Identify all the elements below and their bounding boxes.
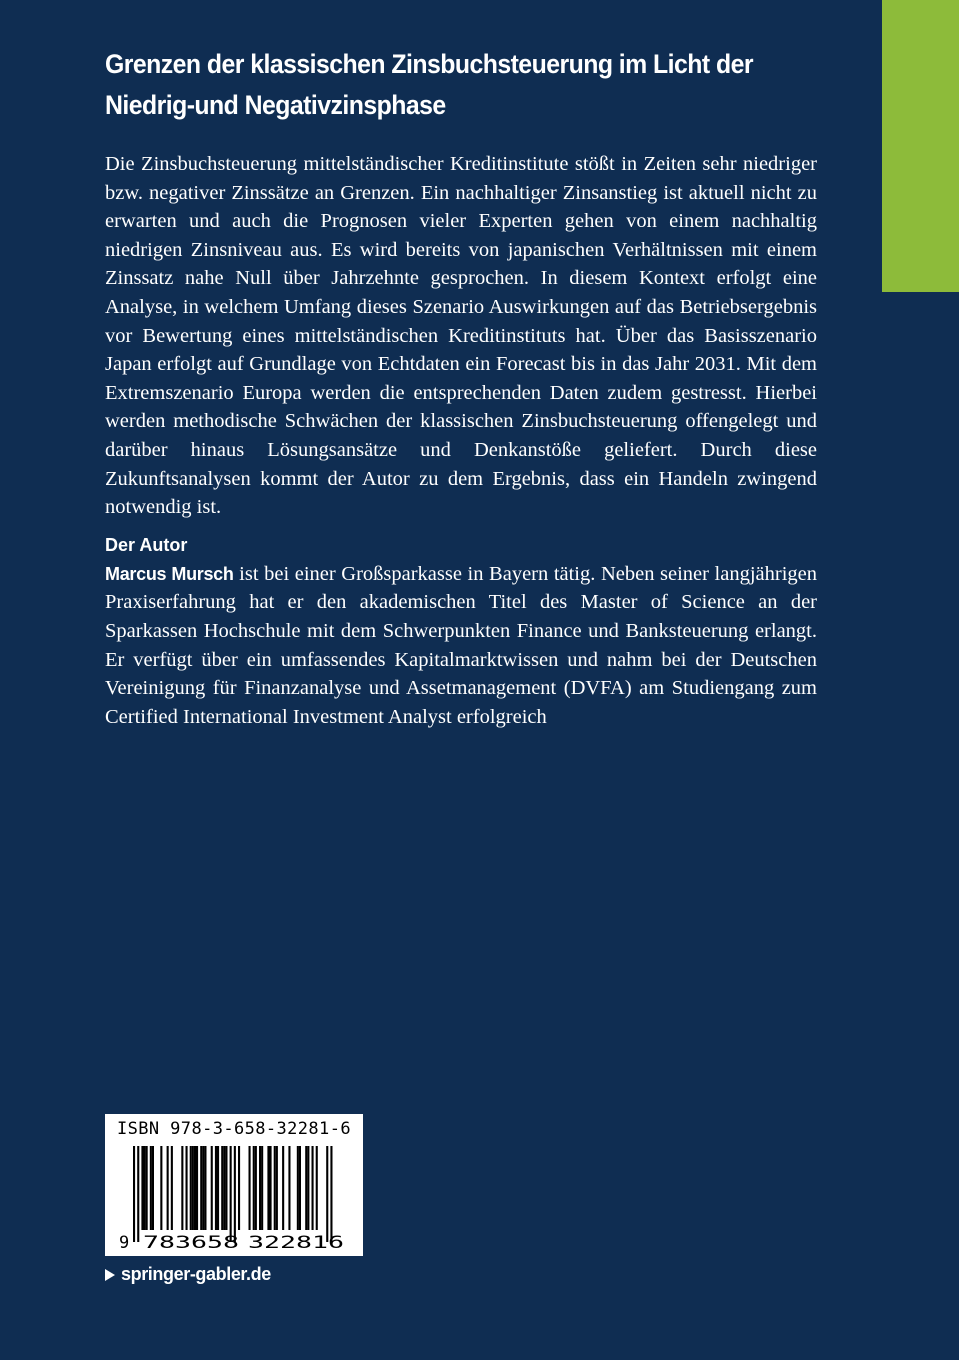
accent-bar	[882, 0, 959, 292]
back-cover-text	[105, 150, 817, 731]
author-name: Marcus Mursch	[105, 563, 234, 584]
barcode-digit-prefix: 9	[119, 1233, 130, 1253]
barcode-digit-right: 322816	[248, 1233, 344, 1253]
author-bio	[105, 560, 817, 732]
arrow-right-icon	[105, 1269, 115, 1281]
blurb-paragraph: Die Zinsbuchsteuerung mittelständischer Kreditinstitute stößt in Zeiten sehr niedriger bzw. negativer Zinssätze an Grenzen. Ein nachhaltiger Zinsanstieg ist aktuell nicht zu erwarten und auch die Prognosen vieler Experten gehen von einem nachhaltig niedrigen Zinsniveau aus. Es wird bereits von japanischen Verhältnissen mit einem Zinssatz nahe Null über Jahrzehnte gesprochen. In diesem Kontext erfolgt eine Analyse, in welchem Umfang dieses Szenario Auswirkungen auf das Betriebsergebnis vor Bewertung eines mittelständischen Kreditinstituts hat. Über das Basisszenario Japan erfolgt auf Grundlage von Echtdaten ein Forecast bis in das Jahr 2031. Mit dem Extremszenario Europa werden die entsprechenden Daten zudem gestresst. Hierbei werden methodische Schwächen der klassischen Zinsbuchsteuerung offengelegt und darüber hinaus Lösungsansätze und Denkanstöße geliefert. Durch diese Zukunftsanalysen kommt der Autor zu dem Ergebnis, dass ein Handeln zwingend notwendig ist.	[105, 153, 817, 519]
publisher-link[interactable]	[105, 1262, 271, 1286]
book-title: Grenzen der klassischen Zinsbuchsteuerung im Licht der Niedrig-und Negativzinsphase	[105, 49, 753, 120]
isbn-label: ISBN 978-3-658-32281-6	[117, 1119, 351, 1139]
barcode-digits	[105, 1114, 363, 1256]
isbn-barcode	[105, 1114, 363, 1256]
publisher-link-label: springer-gabler.de	[121, 1264, 271, 1284]
author-heading: Der Autor	[105, 534, 188, 555]
barcode-digit-left: 783658	[143, 1233, 239, 1253]
author-bio-text: ist bei einer Großsparkasse in Bayern tätig. Neben seiner langjährigen Praxiserfahrung hat er den akademischen Titel des Master of Science an der Sparkassen Hochschule mit dem Schwerpunkten Finance und Banksteuerung erlangt. Er verfügt über ein umfassendes Kapitalmarktwissen und nahm bei der Deutschen Vereinigung für Finanzanalyse und Assetmanagement (DVFA) am Studiengang zum Certified International Investment Analyst erfolgreich	[105, 562, 818, 728]
